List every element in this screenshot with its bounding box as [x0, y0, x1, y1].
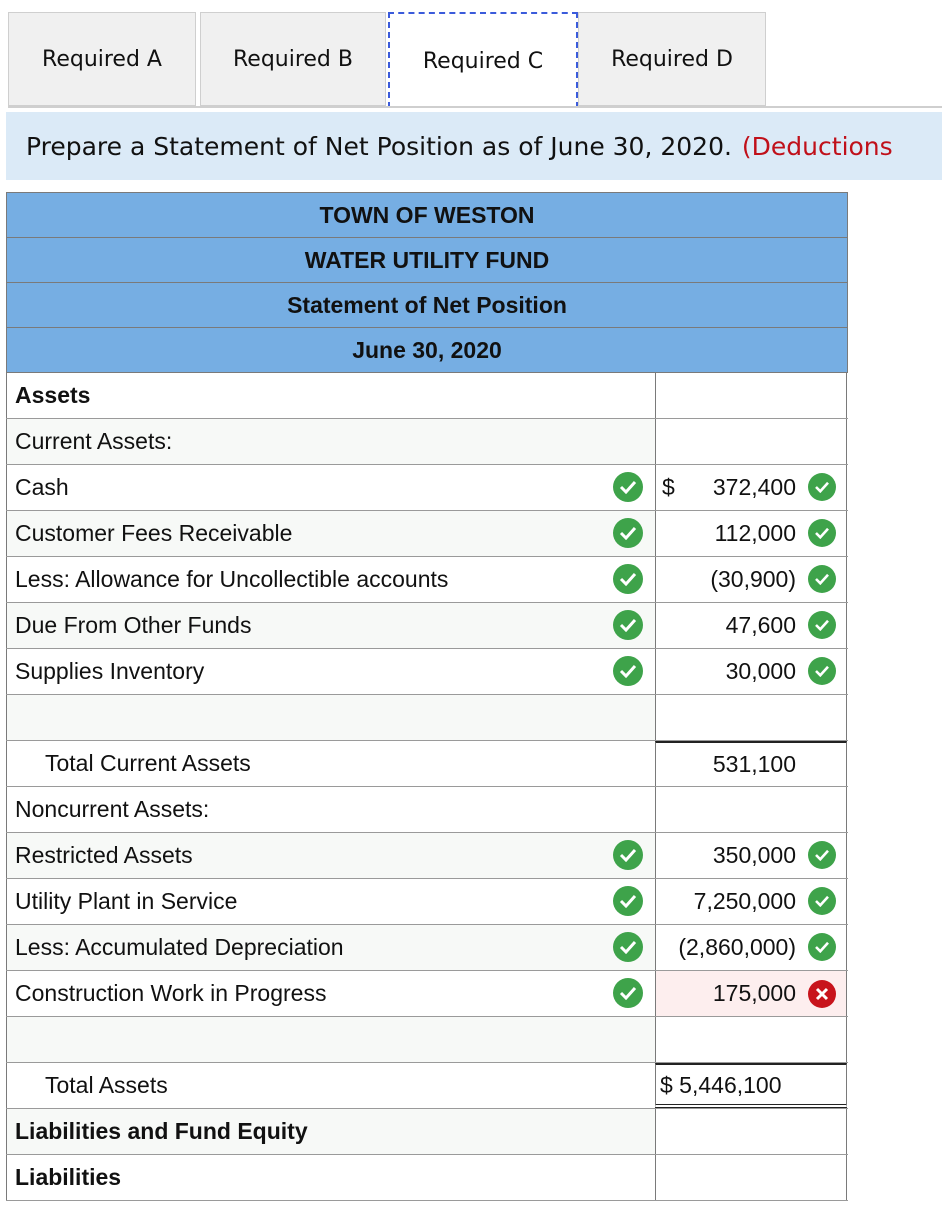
- check-icon: [613, 932, 643, 962]
- header-statement-title: Statement of Net Position: [6, 282, 848, 328]
- amount-value: 175,000: [712, 980, 796, 1006]
- account-label: Restricted Assets: [15, 842, 193, 868]
- amount-value: 350,000: [712, 842, 796, 868]
- total-assets-value: [655, 1063, 847, 1108]
- check-icon: [613, 886, 643, 916]
- check-icon: [808, 887, 836, 915]
- check-icon: [613, 840, 643, 870]
- amount-input-supplies[interactable]: [655, 649, 847, 694]
- check-icon: [808, 565, 836, 593]
- error-x-icon: [808, 980, 836, 1008]
- current-assets-label: Current Assets:: [6, 419, 656, 464]
- account-label: Less: Accumulated Depreciation: [15, 934, 344, 960]
- header-fund: WATER UTILITY FUND: [6, 237, 848, 283]
- table-row: [6, 649, 848, 695]
- account-select-restricted[interactable]: [6, 833, 656, 878]
- account-label: Cash: [15, 474, 69, 500]
- account-select-construction[interactable]: [6, 971, 656, 1016]
- check-icon: [613, 978, 643, 1008]
- account-label: Construction Work in Progress: [15, 980, 327, 1006]
- account-label: Utility Plant in Service: [15, 888, 238, 914]
- amount-input-restricted[interactable]: [655, 833, 847, 878]
- amount-input-customer-fees[interactable]: [655, 511, 847, 556]
- check-icon: [808, 519, 836, 547]
- amount-input-construction[interactable]: [655, 971, 847, 1016]
- account-select-allowance[interactable]: [6, 557, 656, 602]
- account-select-cash[interactable]: [6, 465, 656, 510]
- check-icon: [808, 611, 836, 639]
- account-label: Due From Other Funds: [15, 612, 252, 638]
- amount-value: 531,100: [712, 751, 796, 777]
- noncurrent-assets-label: Noncurrent Assets:: [6, 787, 656, 832]
- amount-input-due-from[interactable]: [655, 603, 847, 648]
- table-row: [6, 419, 848, 465]
- check-icon: [613, 610, 643, 640]
- check-icon: [808, 841, 836, 869]
- amount-value: (2,860,000): [678, 934, 796, 960]
- instruction-banner: [6, 112, 942, 180]
- account-select-utility-plant[interactable]: [6, 879, 656, 924]
- account-select-customer-fees[interactable]: [6, 511, 656, 556]
- table-row: [6, 1017, 848, 1063]
- check-icon: [808, 933, 836, 961]
- amount-value: 7,250,000: [693, 888, 796, 914]
- table-row: [6, 971, 848, 1017]
- table-row: [6, 833, 848, 879]
- total-assets-label: Total Assets: [6, 1063, 656, 1108]
- check-icon: [613, 472, 643, 502]
- account-label: Customer Fees Receivable: [15, 520, 293, 546]
- amount-value: 47,600: [725, 612, 796, 638]
- table-row: [6, 1109, 848, 1155]
- account-select-accum-dep[interactable]: [6, 925, 656, 970]
- amount-input[interactable]: [655, 695, 847, 740]
- table-row: [6, 695, 848, 741]
- account-select-supplies[interactable]: [6, 649, 656, 694]
- account-select-blank[interactable]: [6, 695, 656, 740]
- amount-input-accum-dep[interactable]: [655, 925, 847, 970]
- header-entity: TOWN OF WESTON: [6, 192, 848, 238]
- table-row: [6, 373, 848, 419]
- check-icon: [613, 656, 643, 686]
- tab-required-a[interactable]: Required A: [8, 12, 196, 106]
- amount-input[interactable]: [655, 1017, 847, 1062]
- amount-input[interactable]: [655, 419, 847, 464]
- amount-value: $ 5,446,100: [660, 1071, 782, 1098]
- amount-value: (30,900): [710, 566, 796, 592]
- tab-required-b[interactable]: Required B: [200, 12, 386, 106]
- amount-value: 30,000: [725, 658, 796, 684]
- instruction-text: Prepare a Statement of Net Position as of June 30, 2020.: [26, 131, 732, 161]
- tab-required-c[interactable]: Required C: [388, 12, 578, 108]
- tab-divider: [8, 106, 942, 108]
- account-select-due-from[interactable]: [6, 603, 656, 648]
- table-row: [6, 557, 848, 603]
- instruction-note: (Deductions: [741, 131, 893, 161]
- table-row: [6, 511, 848, 557]
- table-row: [6, 787, 848, 833]
- total-current-assets-value: [655, 741, 847, 786]
- account-label: Less: Allowance for Uncollectible accounts: [15, 566, 449, 592]
- check-icon: [613, 518, 643, 548]
- statement-table: [6, 192, 848, 1201]
- table-row: [6, 741, 848, 787]
- check-icon: [808, 473, 836, 501]
- amount-input-cash[interactable]: [655, 465, 847, 510]
- check-icon: [613, 564, 643, 594]
- header-date: June 30, 2020: [6, 327, 848, 373]
- table-row: [6, 1155, 848, 1201]
- table-row: [6, 465, 848, 511]
- section-liabilities-equity-label: Liabilities and Fund Equity: [6, 1109, 656, 1154]
- account-label: Supplies Inventory: [15, 658, 205, 684]
- table-row: [6, 925, 848, 971]
- check-icon: [808, 657, 836, 685]
- amount-input[interactable]: [655, 373, 847, 418]
- amount-value: 372,400: [712, 474, 796, 500]
- amount-input[interactable]: [655, 787, 847, 832]
- amount-input[interactable]: [655, 1109, 847, 1154]
- tab-bar: [8, 12, 942, 108]
- dollar-sign: $: [662, 474, 675, 500]
- amount-input-allowance[interactable]: [655, 557, 847, 602]
- table-row: [6, 603, 848, 649]
- account-select-blank[interactable]: [6, 1017, 656, 1062]
- table-row: [6, 879, 848, 925]
- table-row: [6, 1063, 848, 1109]
- section-liabilities-label: Liabilities: [6, 1155, 656, 1200]
- amount-input-utility-plant[interactable]: [655, 879, 847, 924]
- amount-value: 112,000: [714, 520, 796, 546]
- amount-input[interactable]: [655, 1155, 847, 1200]
- total-current-assets-label: Total Current Assets: [6, 741, 656, 786]
- section-assets-label: Assets: [6, 373, 656, 418]
- tab-required-d[interactable]: Required D: [578, 12, 766, 106]
